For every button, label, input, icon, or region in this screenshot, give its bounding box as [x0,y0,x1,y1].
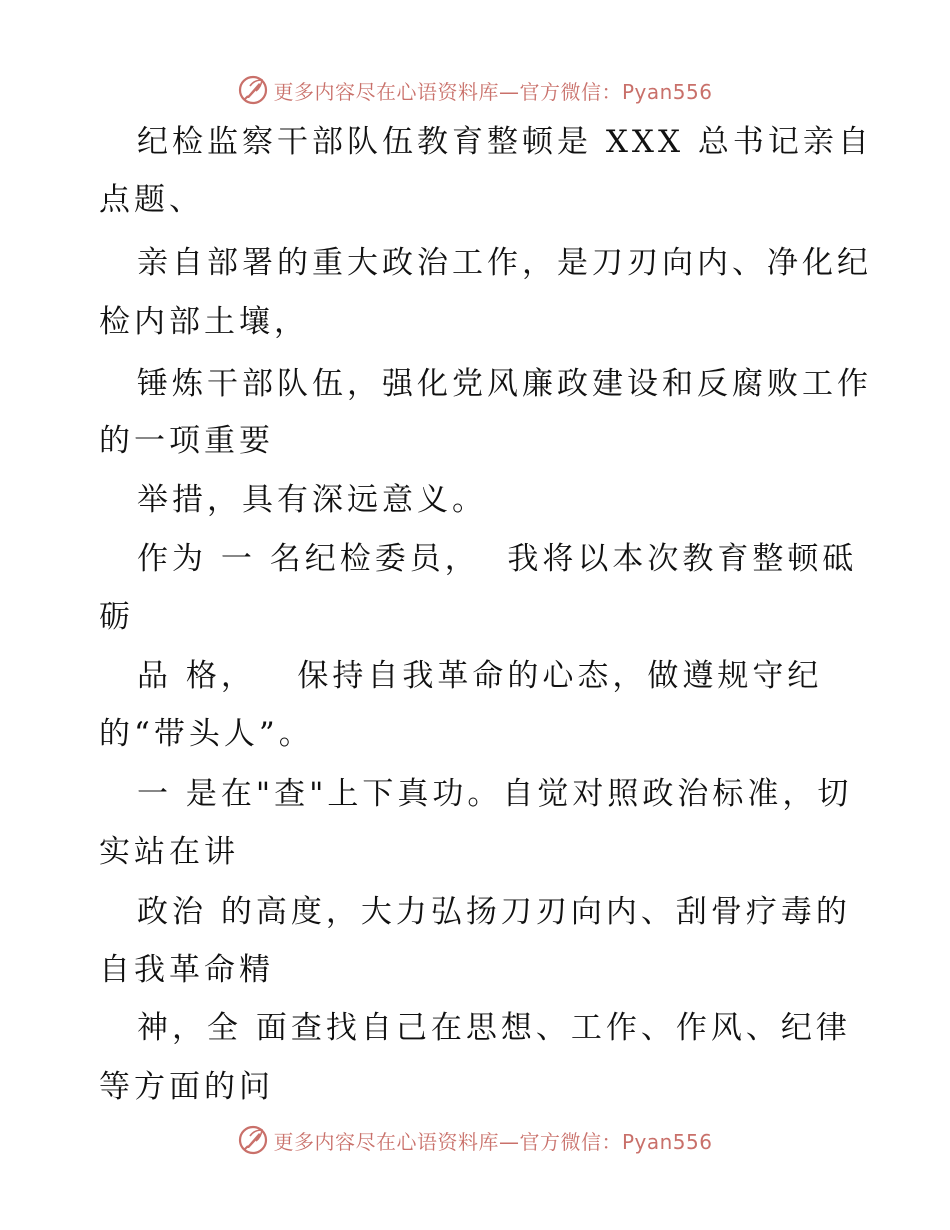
body-line: 神，全 面查找自己在思想、工作、作风、纪律 [137,1010,851,1046]
feather-pen-logo-icon [237,74,269,106]
body-line: 自我革命精 [99,952,274,988]
body-line: 品 格， 保持自我革命的心态，做遵规守纪 [137,658,823,694]
body-line: 亲自部署的重大政治工作，是刀刃向内、净化纪 [137,245,872,281]
body-line: 的一项重要 [99,423,274,459]
header-banner-text: 更多内容尽在心语资料库—官方微信：Pyan556 [273,79,713,104]
body-line: 检内部土壤， [99,304,309,340]
body-line: 举措，具有深远意义。 [137,482,487,518]
body-line: 政治 的高度，大力弘扬刀刃向内、刮骨疗毒的 [137,894,851,930]
body-line: 实站在讲 [99,834,239,870]
body-line: 纪检监察干部队伍教育整顿是 XXX 总书记亲自 [137,124,873,160]
body-line: 砺 [99,599,134,635]
footer-banner [0,1120,950,1160]
feather-pen-logo-icon [237,1124,269,1156]
body-line: 作为 一 名纪检委员， 我将以本次教育整顿砥 [137,541,858,577]
body-line: 点题、 [99,182,204,218]
body-line: 的“带头人”。 [99,716,314,752]
body-line: 锤炼干部队伍，强化党风廉政建设和反腐败工作 [137,366,872,402]
body-line: 一 是在"查"上下真功。自觉对照政治标准，切 [137,776,853,812]
header-banner [0,70,950,110]
footer-banner-text: 更多内容尽在心语资料库—官方微信：Pyan556 [273,1129,713,1154]
body-line: 等方面的问 [99,1069,274,1105]
